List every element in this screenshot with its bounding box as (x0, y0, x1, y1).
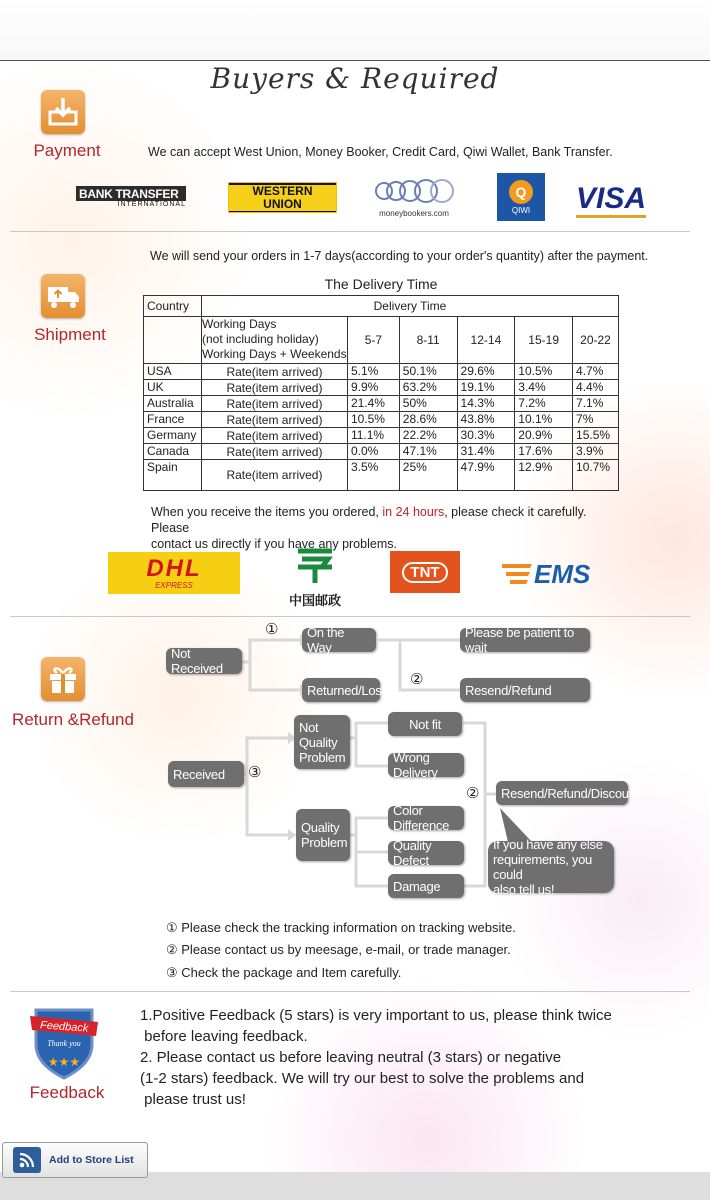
truck-icon (41, 274, 85, 318)
rate-cell: Rate(item arrived) (201, 396, 347, 412)
color-difference-box: Color Difference (388, 806, 464, 830)
value-cell: 50% (399, 396, 457, 412)
svg-text:Feedback: Feedback (39, 1019, 89, 1035)
value-cell: 50.1% (399, 364, 457, 380)
bank-transfer-logo: BANK TRANSFER INTERNATIONAL (76, 186, 186, 212)
value-cell: 9.9% (347, 380, 399, 396)
highlight-24-hours: in 24 hours (382, 505, 445, 519)
shipment-intro: We will send your orders in 1-7 days(according to your order's quantity) after the payment. (150, 249, 649, 263)
step-1-marker: ① (265, 621, 279, 638)
note-3: ③ Check the package and Item carefully. (166, 965, 402, 980)
rate-cell: Rate(item arrived) (201, 428, 347, 444)
value-cell: 21.4% (347, 396, 399, 412)
value-cell: 17.6% (515, 444, 573, 460)
payment-label: Payment (33, 141, 101, 160)
not-fit-box: Not fit (388, 712, 462, 736)
value-cell: 7.2% (515, 396, 573, 412)
shipment-after-text: When you receive the items you ordered, in 24 hours, please check it carefully. Please contact us directly if you have any problems. (151, 505, 587, 551)
table-row (144, 396, 619, 412)
value-cell: 4.7% (573, 364, 619, 380)
country-cell: Spain (144, 460, 202, 491)
not-received-box: Not Received (166, 648, 242, 674)
value-cell: 43.8% (457, 412, 515, 428)
value-cell: 30.3% (457, 428, 515, 444)
country-cell: Germany (144, 428, 202, 444)
quality-problem-box: Quality Problem (296, 809, 350, 861)
visa-logo: VISA (576, 183, 662, 215)
value-cell: 3.4% (515, 380, 573, 396)
value-cell: 63.2% (399, 380, 457, 396)
qiwi-logo: Q QIWI (497, 173, 545, 221)
value-cell: 14.3% (457, 396, 515, 412)
value-cell: 31.4% (457, 444, 515, 460)
value-cell: 47.1% (399, 444, 457, 460)
range-header: 5-7 (347, 317, 399, 364)
country-cell: Australia (144, 396, 202, 412)
country-cell: Canada (144, 444, 202, 460)
value-cell: 10.7% (573, 460, 619, 491)
table-row (144, 428, 619, 444)
col-delivery-header: Delivery Time (201, 296, 618, 317)
not-quality-problem-box: Not Quality Problem (294, 715, 350, 769)
rate-cell: Rate(item arrived) (201, 364, 347, 380)
value-cell: 7.1% (573, 396, 619, 412)
top-band (0, 0, 710, 61)
return-refund-label: Return &Refund (12, 710, 134, 729)
rate-cell: Rate(item arrived) (201, 460, 347, 491)
value-cell: 47.9% (457, 460, 515, 491)
range-header: 8-11 (399, 317, 457, 364)
working-days-header: Working Days (not including holiday) Working Days + Weekends (201, 317, 347, 364)
country-cell: France (144, 412, 202, 428)
add-to-store-list-button[interactable] (2, 1142, 148, 1178)
value-cell: 11.1% (347, 428, 399, 444)
value-cell: 10.1% (515, 412, 573, 428)
value-cell: 3.9% (573, 444, 619, 460)
country-cell: UK (144, 380, 202, 396)
ems-logo: EMS (502, 558, 600, 590)
value-cell: 20.9% (515, 428, 573, 444)
wrong-delivery-box: Wrong Delivery (388, 753, 464, 777)
range-header: 20-22 (573, 317, 619, 364)
rate-cell: Rate(item arrived) (201, 412, 347, 428)
rate-cell: Rate(item arrived) (201, 380, 347, 396)
tnt-logo: TNT (390, 551, 460, 593)
speech-bubble: If you have any else requirements, you could also tell us! (488, 841, 614, 893)
payment-icon (41, 90, 85, 134)
gift-icon (41, 657, 85, 701)
rate-cell: Rate(item arrived) (201, 444, 347, 460)
value-cell: 22.2% (399, 428, 457, 444)
svg-text:★★★: ★★★ (47, 1055, 81, 1069)
divider (10, 231, 690, 232)
step-3-marker: ③ (248, 764, 262, 781)
step-2-marker: ② (410, 671, 424, 688)
value-cell: 10.5% (515, 364, 573, 380)
feedback-label: Feedback (29, 1083, 105, 1102)
damage-box: Damage (388, 874, 464, 898)
table-row (144, 412, 619, 428)
divider (10, 991, 690, 992)
value-cell: 29.6% (457, 364, 515, 380)
value-cell: 25% (399, 460, 457, 491)
page-title: Buyers & Required (210, 62, 500, 95)
on-the-way-box: On the Way (302, 628, 376, 652)
add-to-store-list-label: Add to Store List (49, 1154, 134, 1166)
step-2-marker: ② (466, 785, 480, 802)
returned-lost-box: Returned/Lost (302, 678, 380, 702)
table-row (144, 460, 619, 491)
table-row (144, 380, 619, 396)
country-cell: USA (144, 364, 202, 380)
be-patient-box: Please be patient to wait (460, 628, 590, 652)
western-union-logo: WESTERN UNION (228, 182, 337, 213)
value-cell: 7% (573, 412, 619, 428)
table-row (144, 444, 619, 460)
payment-text: We can accept West Union, Money Booker, Credit Card, Qiwi Wallet, Bank Transfer. (148, 145, 613, 159)
note-2: ② Please contact us by meesage, e-mail, or trade manager. (166, 942, 511, 957)
rss-icon (13, 1147, 41, 1173)
feedback-badge-icon (30, 1004, 98, 1080)
value-cell: 5.1% (347, 364, 399, 380)
value-cell: 12.9% (515, 460, 573, 491)
received-box: Received (168, 761, 244, 787)
divider (10, 616, 690, 617)
quality-defect-box: Quality Defect (388, 841, 464, 865)
delivery-table (143, 295, 619, 491)
value-cell: 3.5% (347, 460, 399, 491)
range-header: 12-14 (457, 317, 515, 364)
note-1: ① Please check the tracking information on tracking website. (166, 920, 516, 935)
value-cell: 28.6% (399, 412, 457, 428)
value-cell: 0.0% (347, 444, 399, 460)
dhl-logo: DHL EXPRESS (108, 552, 240, 594)
moneybookers-logo: moneybookers.com (372, 178, 456, 220)
value-cell: 4.4% (573, 380, 619, 396)
col-country-header: Country (144, 296, 202, 317)
delivery-table-title: The Delivery Time (324, 276, 438, 292)
value-cell: 19.1% (457, 380, 515, 396)
feedback-text: 1.Positive Feedback (5 stars) is very important to us, please think twice before leaving feedback. 2. Please contact us before leaving neutral (3 stars) or negative (1-2 stars) feedback. We will try our best to solve the problems and please trust us! (140, 1007, 612, 1108)
table-row (144, 364, 619, 380)
shipment-label: Shipment (34, 325, 106, 344)
china-post-logo: 中国邮政 (277, 543, 353, 609)
resend-refund-discount-box: Resend/Refund/Discount (496, 781, 628, 805)
range-header: 15-19 (515, 317, 573, 364)
resend-refund-box: Resend/Refund (460, 678, 590, 702)
value-cell: 15.5% (573, 428, 619, 444)
svg-text:Thank you: Thank you (47, 1039, 81, 1048)
value-cell: 10.5% (347, 412, 399, 428)
